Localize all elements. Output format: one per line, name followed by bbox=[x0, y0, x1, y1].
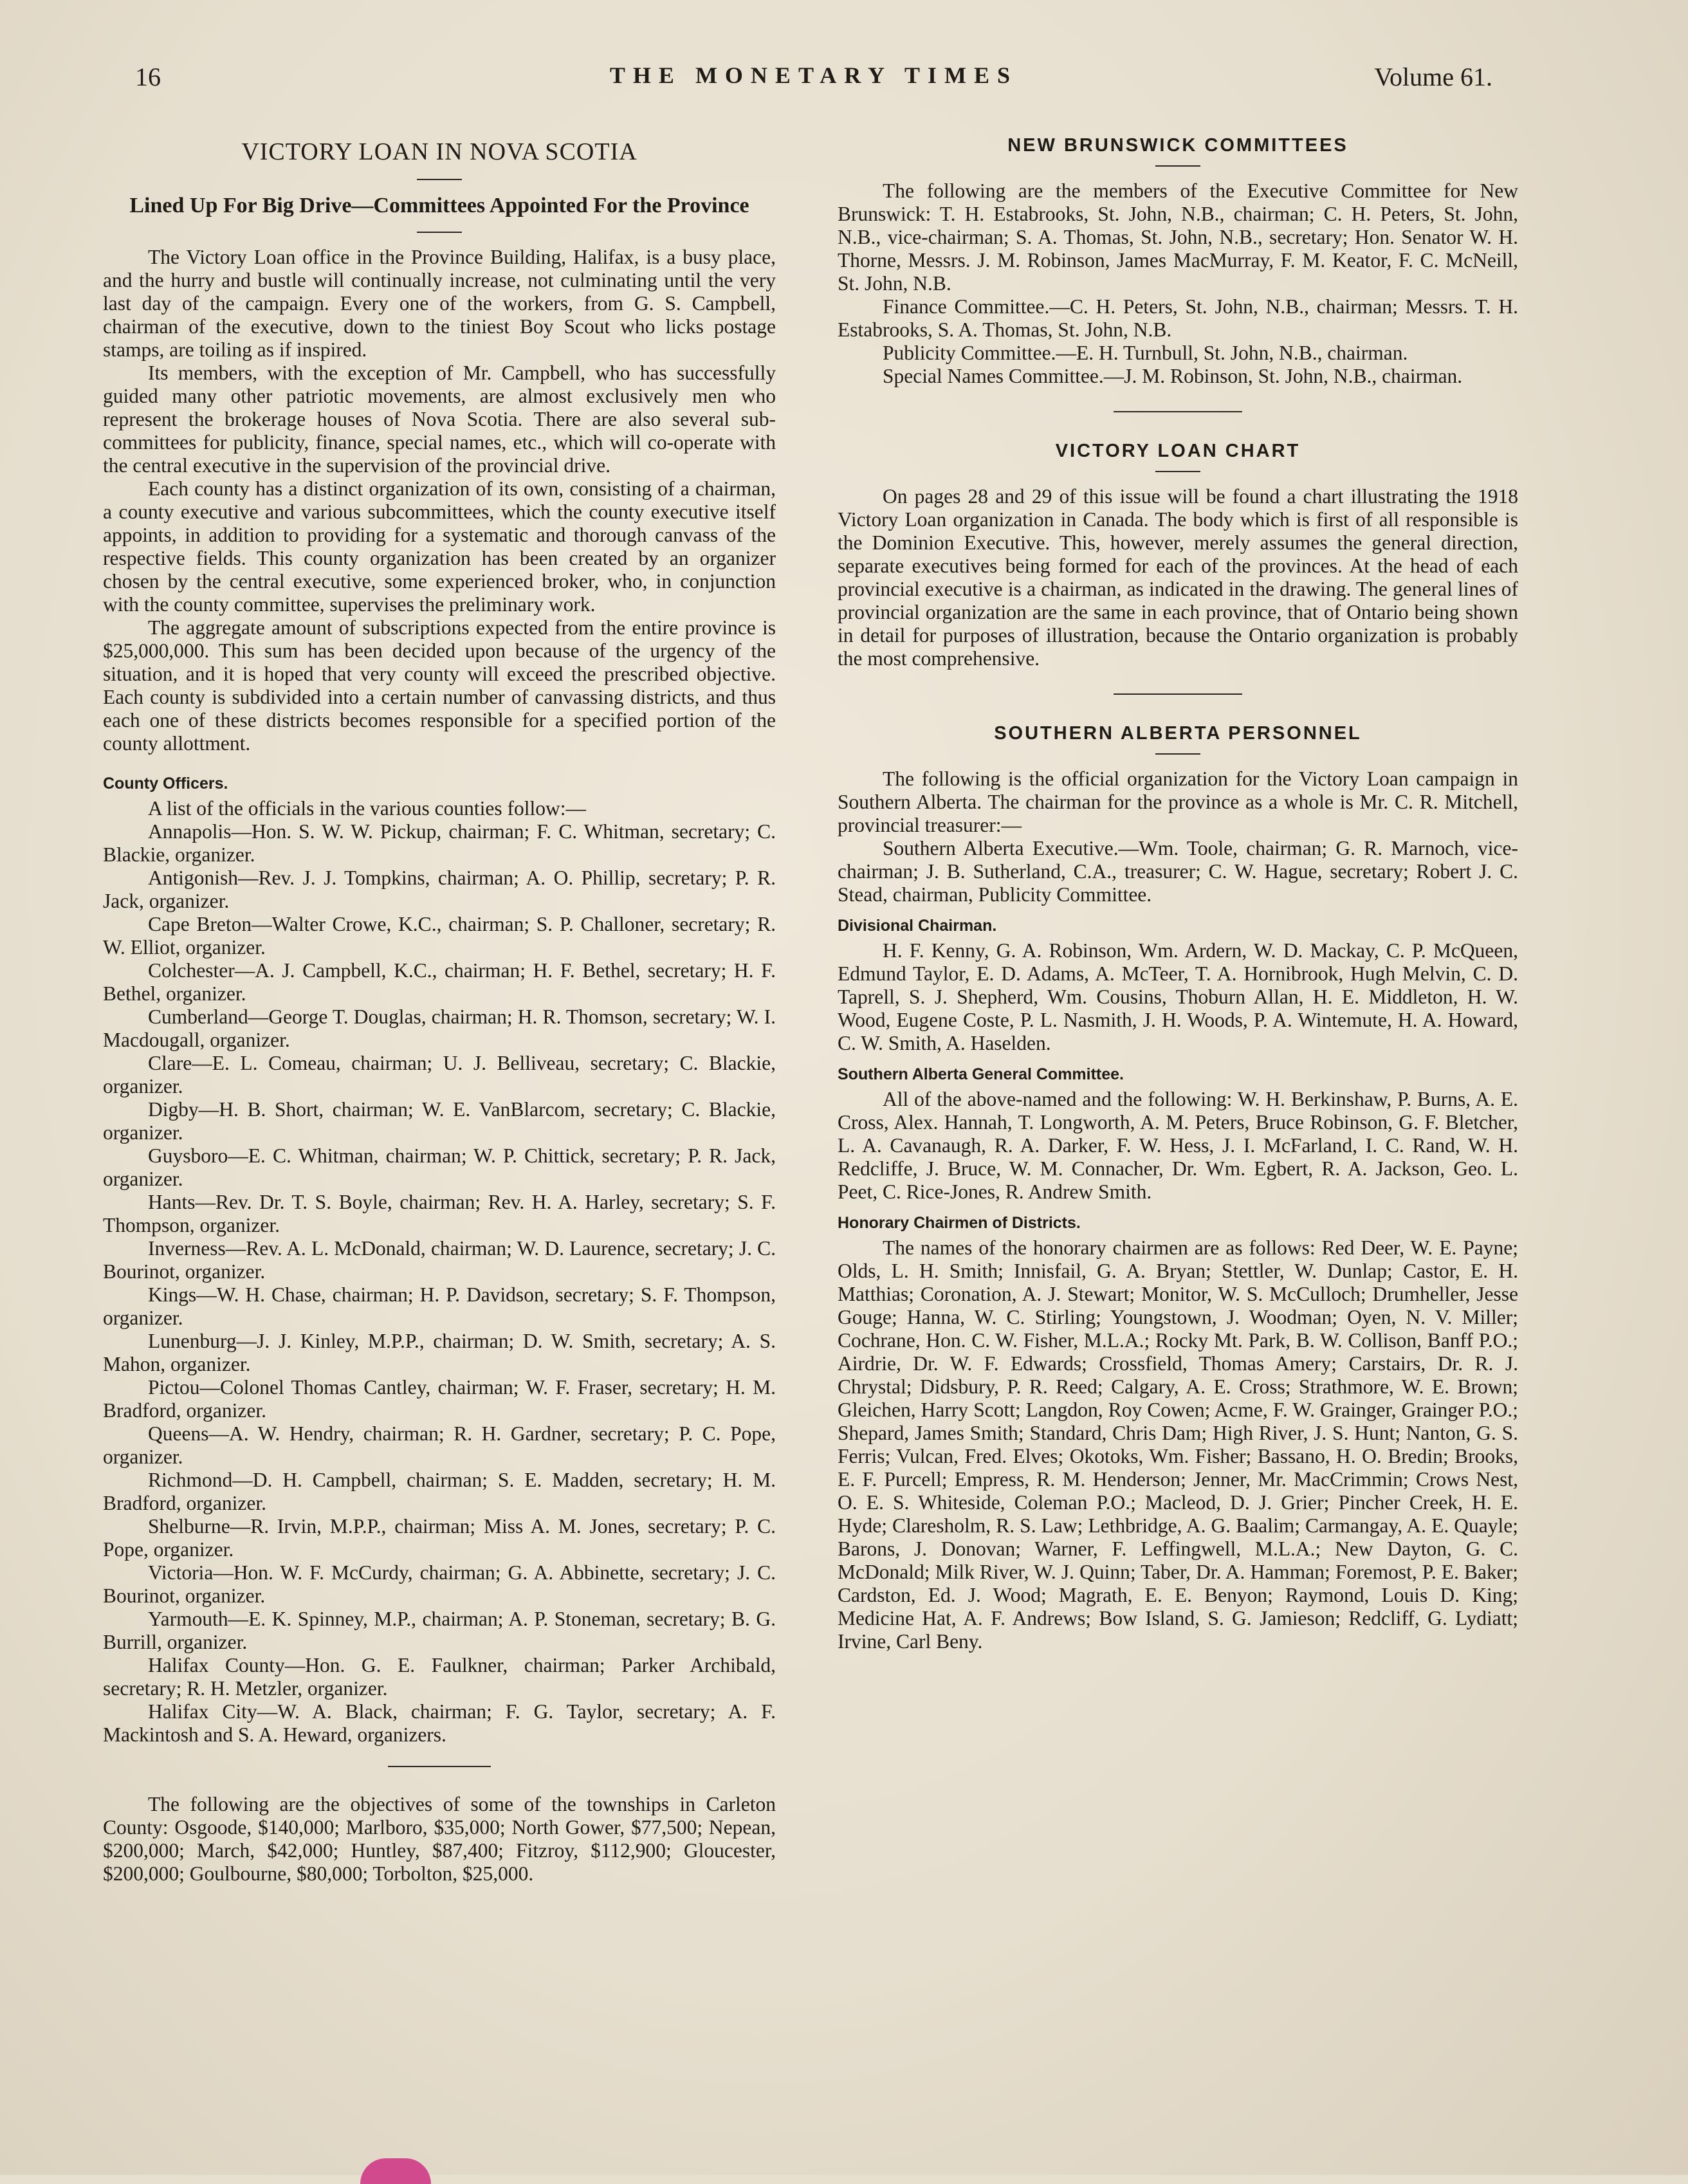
body-paragraph: The following are the members of the Executive Committee for New Brunswick: T. H. Estabrooks, St. John, N.B., chairman; C. H. Peters, St. John, N.B., vice-chairman; S. A. Thomas, St. John, N.B., secretary; Hon. Senator W. H. Thorne, Messrs. J. M. Robinson, James MacMurray, F. M. Keator, F. C. McNeill, St. John, N.B. bbox=[838, 179, 1518, 295]
divider bbox=[1114, 411, 1242, 412]
county-entry: Colchester—A. J. Campbell, K.C., chairman; H. F. Bethel, secretary; H. F. Bethel, organizer. bbox=[103, 959, 776, 1005]
publication-title: THE MONETARY TIMES bbox=[609, 62, 1018, 88]
county-entry: Shelburne—R. Irvin, M.P.P., chairman; Miss A. M. Jones, secretary; P. C. Pope, organizer. bbox=[103, 1515, 776, 1561]
right-column bbox=[838, 135, 1518, 1653]
county-entry: Hants—Rev. Dr. T. S. Boyle, chairman; Rev. H. A. Harley, secretary; S. F. Thompson, organizer. bbox=[103, 1191, 776, 1236]
county-list bbox=[103, 820, 776, 1747]
page-number: 16 bbox=[135, 62, 161, 91]
divider bbox=[1155, 471, 1200, 472]
pink-stain bbox=[360, 2158, 431, 2184]
body-paragraph: H. F. Kenny, G. A. Robinson, Wm. Ardern, W. D. Mackay, C. P. McQueen, Edmund Taylor, E. D. Adams, A. McTeer, T. A. Hornibrook, Hugh Melvin, C. D. Taprell, S. J. Shepherd, Wm. Cousins, Thoburn Allan, H. E. Middleton, H. W. Wood, Eugene Coste, P. L. Nasmith, J. H. Woods, P. A. Wintemute, H. A. Howard, C. W. Smith, A. Haselden. bbox=[838, 939, 1518, 1054]
county-entry: Yarmouth—E. K. Spinney, M.P., chairman; A. P. Stoneman, secretary; B. G. Burrill, organizer. bbox=[103, 1608, 776, 1653]
county-entry: Kings—W. H. Chase, chairman; H. P. Davidson, secretary; S. F. Thompson, organizer. bbox=[103, 1283, 776, 1329]
body-paragraph: Publicity Committee.—E. H. Turnbull, St. John, N.B., chairman. bbox=[883, 342, 1408, 364]
body-paragraph: The aggregate amount of subscriptions expected from the entire province is $25,000,000. This sum has been decided upon because of the urgency of the situation, and it is hoped that very county will exceed the prescribed objective. Each county is subdivided into a certain number of canvassing districts, and thus each one of these districts becomes responsible for a specified portion of the county allottment. bbox=[103, 616, 776, 755]
county-entry: Queens—A. W. Hendry, chairman; R. H. Gardner, secretary; P. C. Pope, organizer. bbox=[103, 1422, 776, 1468]
county-entry: Lunenburg—J. J. Kinley, M.P.P., chairman; D. W. Smith, secretary; A. S. Mahon, organizer. bbox=[103, 1330, 776, 1375]
body-paragraph: The following is the official organization for the Victory Loan campaign in Southern Alberta. The chairman for the province as a whole is Mr. C. R. Mitchell, provincial treasurer:— bbox=[838, 767, 1518, 836]
body-paragraph: Special Names Committee.—J. M. Robinson, St. John, N.B., chairman. bbox=[883, 365, 1463, 387]
county-entry: Cape Breton—Walter Crowe, K.C., chairman; S. P. Challoner, secretary; R. W. Elliot, organizer. bbox=[103, 913, 776, 959]
divider bbox=[388, 1766, 491, 1767]
volume-label: Volume 61. bbox=[1374, 62, 1492, 91]
county-entry: Halifax City—W. A. Black, chairman; F. G. Taylor, secretary; A. F. Mackintosh and S. A. Heward, organizers. bbox=[103, 1700, 776, 1746]
county-entry: Victoria—Hon. W. F. McCurdy, chairman; G. A. Abbinette, secretary; J. C. Bourinot, organizer. bbox=[103, 1561, 776, 1607]
county-intro: A list of the officials in the various counties follow:— bbox=[148, 797, 586, 820]
county-entry: Richmond—D. H. Campbell, chairman; S. E. Madden, secretary; H. M. Bradford, organizer. bbox=[103, 1469, 776, 1514]
running-header bbox=[135, 62, 1492, 100]
divider bbox=[1155, 165, 1200, 167]
body-paragraph: Southern Alberta Executive.—Wm. Toole, chairman; G. R. Marnoch, vice-chairman; J. B. Sutherland, C.A., treasurer; C. W. Hague, secretary; Robert J. C. Stead, chairman, Publicity Committee. bbox=[838, 837, 1518, 906]
subsection-heading: Honorary Chairmen of Districts. bbox=[838, 1214, 1081, 1232]
subsection-heading: Divisional Chairman. bbox=[838, 917, 997, 935]
section-heading: County Officers. bbox=[103, 775, 228, 793]
body-paragraph: Finance Committee.—C. H. Peters, St. John, N.B., chairman; Messrs. T. H. Estabrooks, S. A. Thomas, St. John, N.B. bbox=[838, 295, 1518, 341]
county-entry: Antigonish—Rev. J. J. Tompkins, chairman; A. O. Phillip, secretary; P. R. Jack, organizer. bbox=[103, 867, 776, 912]
section-title: SOUTHERN ALBERTA PERSONNEL bbox=[994, 723, 1362, 744]
county-entry: Halifax County—Hon. G. E. Faulkner, chairman; Parker Archibald, secretary; R. H. Metzler, organizer. bbox=[103, 1654, 776, 1700]
divider bbox=[417, 179, 462, 180]
left-column bbox=[103, 135, 776, 1886]
subsection-heading: Southern Alberta General Committee. bbox=[838, 1065, 1124, 1083]
body-paragraph: Its members, with the exception of Mr. Campbell, who has successfully guided many other patriotic movements, are almost exclusively men who represent the brokerage houses of Nova Scotia. There are also several sub-committees for publicity, finance, special names, etc., which will co-operate with the central executive in the supervision of the provincial drive. bbox=[103, 362, 776, 477]
divider bbox=[1155, 753, 1200, 755]
county-entry: Clare—E. L. Comeau, chairman; U. J. Belliveau, secretary; C. Blackie, organizer. bbox=[103, 1052, 776, 1097]
body-paragraph: On pages 28 and 29 of this issue will be found a chart illustrating the 1918 Victory Loan organization in Canada. The body which is first of all responsible is the Dominion Executive. This, however, merely assumes the general direction, separate executives being formed for each of the provinces. At the head of each provincial executive is a chairman, as indicated in the drawing. The general lines of provincial organization are the same in each province, that of Ontario being shown in detail for purposes of illustration, because the Ontario organization is probably the most comprehensive. bbox=[838, 485, 1518, 670]
carleton-paragraph: The following are the objectives of some of the townships in Carleton County: Osgoode, $140,000; Marlboro, $35,000; North Gower, $77,500; Nepean, $200,000; March, $42,000; Huntley, $87,400; Fitzroy, $112,900; Gloucester, $200,000; Goulbourne, $80,000; Torbolton, $25,000. bbox=[103, 1793, 776, 1885]
body-paragraph: Each county has a distinct organization of its own, consisting of a chairman, a county executive and various subcommittees, which the county executive itself appoints, in addition to providing for a systematic and thorough canvass of the respective fields. This county organization has been created by an organizer chosen by the central executive, some experienced broker, who, in conjunction with the county committee, supervises the preliminary work. bbox=[103, 477, 776, 616]
article-title: VICTORY LOAN IN NOVA SCOTIA bbox=[241, 138, 638, 165]
article-subtitle: Lined Up For Big Drive—Committees Appointed For the Province bbox=[129, 194, 749, 217]
divider bbox=[1114, 693, 1242, 695]
body-paragraph: All of the above-named and the following: W. H. Berkinshaw, P. Burns, A. E. Cross, Alex. Hannah, T. Longworth, A. M. Peters, Bruce Robinson, G. F. Bletcher, L. A. Cavanaugh, R. A. Darker, F. W. Hess, J. I. McFarland, I. C. Rand, W. H. Redcliffe, J. Bruce, W. M. Connacher, Dr. Wm. Egbert, R. A. Jackson, Geo. L. Peet, C. Rice-Jones, R. Andrew Smith. bbox=[838, 1088, 1518, 1203]
body-paragraph: The names of the honorary chairmen are as follows: Red Deer, W. E. Payne; Olds, L. H. Smith; Innisfail, G. A. Bryan; Stettler, W. Dunlap; Castor, E. H. Matthias; Coronation, A. J. Stewart; Monitor, W. S. McCulloch; Drumheller, Jesse Gouge; Hanna, W. C. Stirling; Youngstown, J. Woodman; Oyen, N. V. Miller; Cochrane, Hon. C. W. Fisher, M.L.A.; Rocky Mt. Park, B. W. Collison, Banff P.O.; Airdrie, Dr. W. F. Edwards; Crossfield, Thomas Amery; Carstairs, Dr. R. J. Chrystal; Didsbury, P. R. Reed; Calgary, A. E. Cross; Strathmore, W. E. Brown; Gleichen, Harry Scott; Langdon, Roy Cowen; Acme, F. W. Grainger, Grainger P.O.; Shepard, James Smith; Standard, Chris Dam; High River, J. S. Hunt; Nanton, G. S. Ferris; Vulcan, Fred. Elves; Okotoks, Wm. Fisher; Bassano, H. O. Bredin; Brooks, E. F. Purcell; Empress, R. M. Henderson; Jenner, Mr. MacCrimmin; Crows Nest, O. E. S. Whiteside, Coleman P.O.; Macleod, D. J. Grier; Pincher Creek, H. E. Hyde; Claresholm, R. S. Law; Lethbridge, A. G. Baalim; Carmangay, A. E. Quayle; Barons, J. Donovan; Warner, F. Leffingwell, M.L.A.; New Dayton, G. C. McDonald; Milk River, W. J. Quinn; Taber, Dr. A. Hamman; Foremost, P. E. Baker; Cardston, Ed. J. Wood; Magrath, E. E. Benyon; Raymond, Louis D. King; Medicine Hat, A. F. Andrews; Bow Island, S. G. Jamieson; Redcliff, G. Lydiatt; Irvine, Carl Beny. bbox=[838, 1236, 1518, 1653]
divider bbox=[417, 232, 462, 233]
county-entry: Cumberland—George T. Douglas, chairman; H. R. Thomson, secretary; W. I. Macdougall, organizer. bbox=[103, 1005, 776, 1051]
section-title: NEW BRUNSWICK COMMITTEES bbox=[1007, 135, 1348, 156]
county-entry: Inverness—Rev. A. L. McDonald, chairman; W. D. Laurence, secretary; J. C. Bourinot, organizer. bbox=[103, 1237, 776, 1283]
body-paragraph: The Victory Loan office in the Province Building, Halifax, is a busy place, and the hurry and bustle will continually increase, not culminating until the very last day of the campaign. Every one of the workers, from G. S. Campbell, chairman of the executive, down to the tiniest Boy Scout who licks postage stamps, are toiling as if inspired. bbox=[103, 246, 776, 361]
county-entry: Guysboro—E. C. Whitman, chairman; W. P. Chittick, secretary; P. R. Jack, organizer. bbox=[103, 1144, 776, 1190]
county-entry: Digby—H. B. Short, chairman; W. E. VanBlarcom, secretary; C. Blackie, organizer. bbox=[103, 1098, 776, 1144]
county-entry: Annapolis—Hon. S. W. W. Pickup, chairman; F. C. Whitman, secretary; C. Blackie, organizer. bbox=[103, 820, 776, 866]
section-title: VICTORY LOAN CHART bbox=[1055, 441, 1301, 461]
county-entry: Pictou—Colonel Thomas Cantley, chairman; W. F. Fraser, secretary; H. M. Bradford, organizer. bbox=[103, 1376, 776, 1422]
